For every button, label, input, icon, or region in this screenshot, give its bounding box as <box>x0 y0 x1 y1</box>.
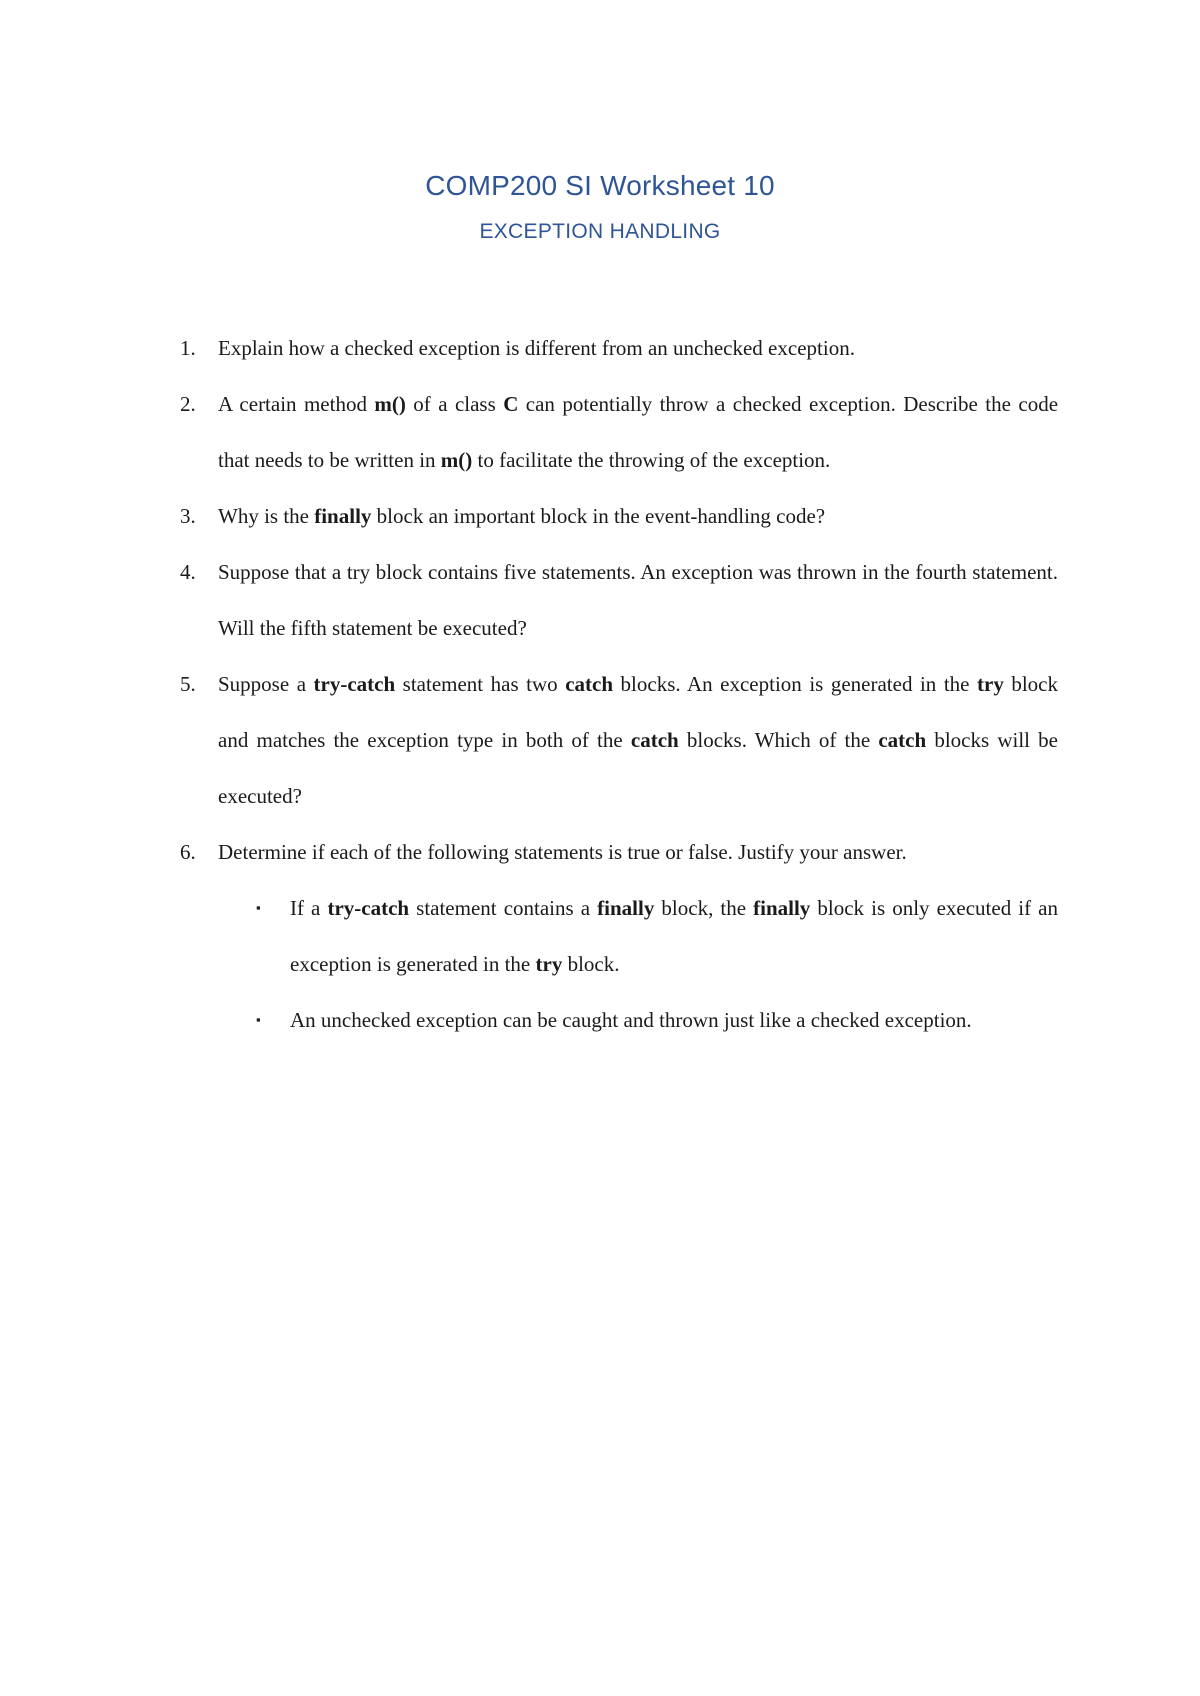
code-term: catch <box>630 728 679 752</box>
text-run: can potentially throw a checked exception. Describe the code that needs to be written in <box>218 392 1059 472</box>
text-run: statement contains a <box>409 896 598 920</box>
question-number: 5. <box>180 672 196 696</box>
question-text <box>218 560 1058 640</box>
question-text <box>218 672 1058 808</box>
code-term: try <box>535 952 563 976</box>
text-run: block. <box>562 952 620 976</box>
text-run: Determine if each of the following statements is true or false. Justify your answer. <box>218 840 907 864</box>
question-text <box>218 840 907 864</box>
statement-text <box>290 896 1058 976</box>
text-run: An unchecked exception can be caught and thrown just like a checked exception. <box>290 1008 972 1032</box>
square-bullet-icon: ▪ <box>256 900 261 915</box>
code-term: try-catch <box>327 896 410 920</box>
text-run: Suppose a <box>218 672 314 696</box>
question-6 <box>170 824 1058 1048</box>
question-number: 1. <box>180 336 196 360</box>
statement-text <box>290 1008 972 1032</box>
question-number: 3. <box>180 504 196 528</box>
page-title: COMP200 SI Worksheet 10 <box>425 170 775 201</box>
text-run: blocks. An exception is generated in the <box>613 672 977 696</box>
code-term: try-catch <box>313 672 396 696</box>
code-term: finally <box>753 896 811 920</box>
question-5 <box>170 656 1058 824</box>
text-run: block, the <box>654 896 754 920</box>
question-text <box>218 504 825 528</box>
text-run: of a class <box>405 392 504 416</box>
code-term: m() <box>440 448 473 472</box>
question-text <box>218 392 1058 472</box>
code-term: m() <box>374 392 406 416</box>
text-run: to facilitate the throwing of the exception. <box>472 448 831 472</box>
statement-item <box>218 992 1058 1048</box>
question-2 <box>170 376 1058 488</box>
question-number: 4. <box>180 560 196 584</box>
code-term: catch <box>565 672 614 696</box>
text-run: A certain method <box>218 392 375 416</box>
question-4 <box>170 544 1058 656</box>
question-number: 6. <box>180 840 196 864</box>
code-term: finally <box>314 504 372 528</box>
question-number: 2. <box>180 392 196 416</box>
question-1 <box>170 320 1058 376</box>
code-term: C <box>503 392 519 416</box>
text-run: Why is the <box>218 504 315 528</box>
text-run: statement has two <box>395 672 566 696</box>
page-subtitle: EXCEPTION HANDLING <box>479 220 721 243</box>
text-run: Suppose that a try block contains five statements. An exception was thrown in the fourth statement. Will the fifth statement be executed? <box>218 560 1058 640</box>
statement-item <box>218 880 1058 992</box>
text-run: Explain how a checked exception is different from an unchecked exception. <box>218 336 855 360</box>
square-bullet-icon: ▪ <box>256 1012 261 1027</box>
code-term: try <box>977 672 1004 696</box>
code-term: catch <box>878 728 927 752</box>
question-3 <box>170 488 1058 544</box>
text-run: block is only executed if an exception is generated in the <box>290 896 1059 976</box>
text-run: block and matches the exception type in both of the <box>218 672 1059 752</box>
question-list <box>170 320 1058 1048</box>
text-run: If a <box>290 896 328 920</box>
text-run: block an important block in the event-handling code? <box>371 504 826 528</box>
question-text <box>218 336 855 360</box>
text-run: blocks. Which of the <box>678 728 879 752</box>
text-run: blocks will be executed? <box>218 728 1058 808</box>
statement-list <box>218 880 1058 1048</box>
code-term: finally <box>597 896 655 920</box>
